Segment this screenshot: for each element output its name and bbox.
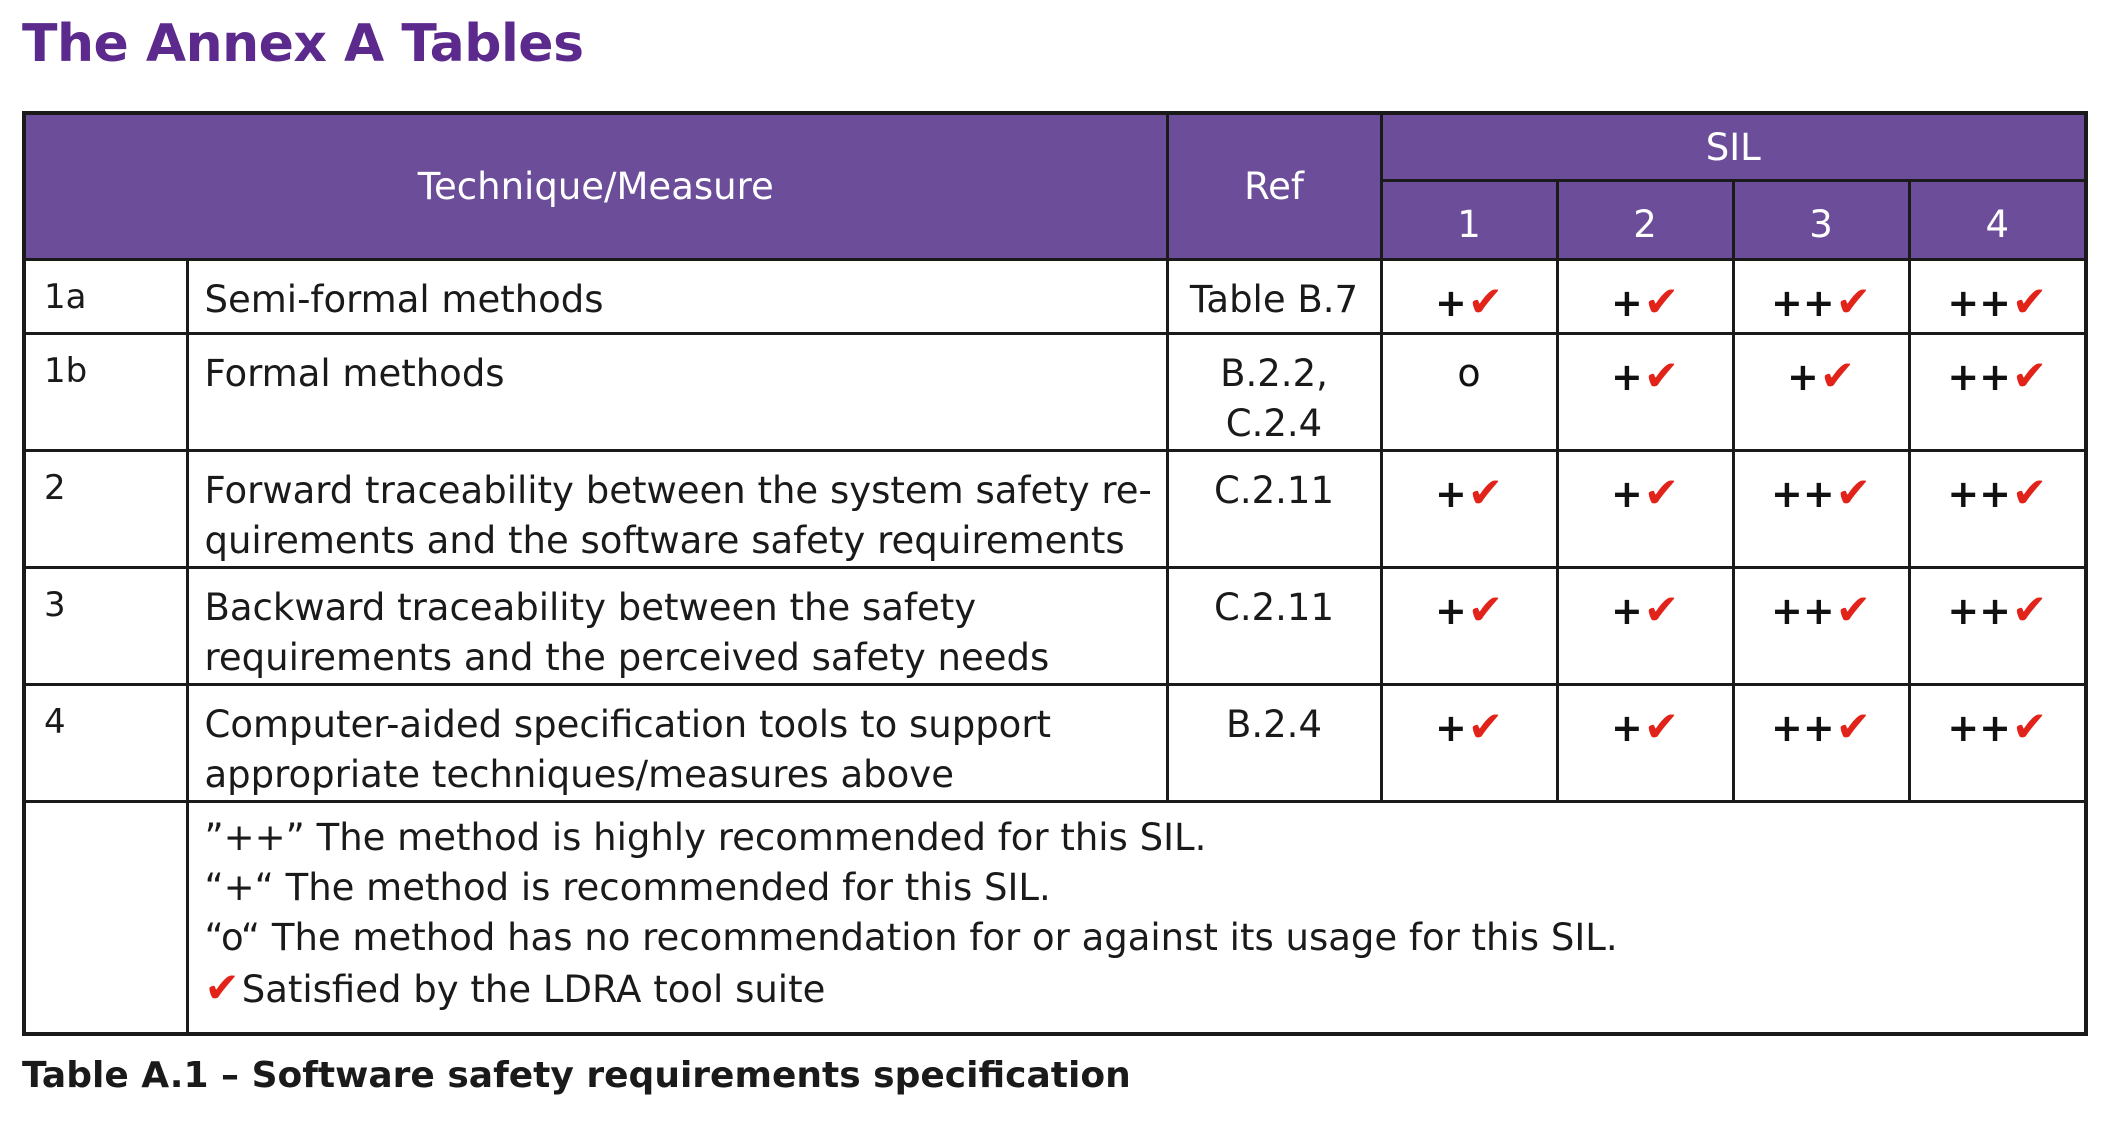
table-row xyxy=(24,260,2086,334)
sil-cell xyxy=(1733,451,1909,568)
sil-cell xyxy=(1557,568,1733,685)
table-row xyxy=(24,568,2086,685)
sil-cell xyxy=(1909,568,2086,685)
legend-line-recommended: “+“ The method is recommended for this SIL. xyxy=(204,866,1051,909)
checkmark-icon: ✔ xyxy=(1643,277,1680,326)
checkmark-icon: ✔ xyxy=(1819,351,1856,400)
row-ref: Table B.7 xyxy=(1167,260,1381,334)
checkmark-icon: ✔ xyxy=(1467,585,1504,634)
sil-rating: + xyxy=(1610,355,1643,399)
checkmark-icon: ✔ xyxy=(2012,702,2048,751)
sil-rating: ++ xyxy=(1771,589,1835,633)
sil-cell xyxy=(1557,260,1733,334)
page-title: The Annex A Tables xyxy=(22,14,584,74)
sil-cell xyxy=(1733,568,1909,685)
row-ref: B.2.4 xyxy=(1167,685,1381,802)
sil-rating: + xyxy=(1434,589,1467,633)
checkmark-icon: ✔ xyxy=(1643,585,1680,634)
sil-rating: ++ xyxy=(1947,355,2011,399)
technique-line: Forward traceability between the system safety re- xyxy=(204,469,1152,512)
legend-row xyxy=(24,802,2086,1034)
technique-line: appropriate techniques/measures above xyxy=(204,753,954,796)
checkmark-icon: ✔ xyxy=(1835,702,1871,751)
sil-rating: ++ xyxy=(1771,472,1835,516)
sil-rating: ++ xyxy=(1947,589,2011,633)
legend-line-highly-recommended: ”++” The method is highly recommended for this SIL. xyxy=(204,816,1207,859)
checkmark-icon: ✔ xyxy=(1835,468,1871,517)
checkmark-icon: ✔ xyxy=(1467,468,1504,517)
checkmark-icon: ✔ xyxy=(1643,351,1680,400)
checkmark-icon: ✔ xyxy=(1643,702,1680,751)
sil-cell xyxy=(1381,685,1557,802)
annex-table xyxy=(22,111,2088,1036)
technique-line: requirements and the perceived safety needs xyxy=(204,636,1050,679)
row-id: 2 xyxy=(24,451,187,568)
sil-rating: ++ xyxy=(1947,281,2011,325)
sil-cell xyxy=(1381,568,1557,685)
table-caption: Table A.1 – Software safety requirements specification xyxy=(22,1055,1131,1096)
checkmark-icon: ✔ xyxy=(204,963,240,1012)
sil-cell xyxy=(1381,451,1557,568)
legend-line-no-recommendation: “o“ The method has no recommendation for or against its usage for this SIL. xyxy=(204,916,1618,959)
sil-rating: + xyxy=(1610,472,1643,516)
row-technique: Semi-formal methods xyxy=(187,260,1167,334)
header-sil-2: 2 xyxy=(1557,181,1733,260)
row-id: 1a xyxy=(24,260,187,334)
sil-cell xyxy=(1733,685,1909,802)
checkmark-icon: ✔ xyxy=(1835,585,1871,634)
sil-cell xyxy=(1381,260,1557,334)
sil-rating: + xyxy=(1434,472,1467,516)
sil-rating: + xyxy=(1786,355,1819,399)
ref-line: C.2.4 xyxy=(1225,402,1323,445)
sil-cell xyxy=(1909,685,2086,802)
checkmark-icon: ✔ xyxy=(1835,277,1871,326)
technique-line: quirements and the software safety requirements xyxy=(204,519,1125,562)
header-ref: Ref xyxy=(1167,113,1381,260)
ref-line: B.2.2, xyxy=(1220,352,1328,395)
row-id: 1b xyxy=(24,334,187,451)
row-technique xyxy=(187,451,1167,568)
table-row xyxy=(24,451,2086,568)
header-technique: Technique/Measure xyxy=(24,113,1167,260)
legend-spacer xyxy=(24,802,187,1034)
technique-line: Computer-aided specification tools to support xyxy=(204,703,1052,746)
checkmark-icon: ✔ xyxy=(1643,468,1680,517)
sil-rating: + xyxy=(1434,706,1467,750)
sil-cell xyxy=(1909,334,2086,451)
checkmark-icon: ✔ xyxy=(2012,468,2048,517)
row-technique: Formal methods xyxy=(187,334,1167,451)
header-sil-1: 1 xyxy=(1381,181,1557,260)
sil-rating: ++ xyxy=(1947,472,2011,516)
sil-rating: ++ xyxy=(1771,706,1835,750)
row-ref: C.2.11 xyxy=(1167,568,1381,685)
sil-cell xyxy=(1381,334,1557,451)
row-ref xyxy=(1167,334,1381,451)
legend-satisfied-text: Satisfied by the LDRA tool suite xyxy=(241,968,826,1011)
sil-rating: + xyxy=(1610,589,1643,633)
sil-rating: + xyxy=(1434,281,1467,325)
row-ref: C.2.11 xyxy=(1167,451,1381,568)
sil-cell xyxy=(1909,260,2086,334)
sil-rating: + xyxy=(1610,706,1643,750)
checkmark-icon: ✔ xyxy=(2012,585,2048,634)
sil-cell xyxy=(1733,334,1909,451)
table-row xyxy=(24,685,2086,802)
sil-cell xyxy=(1733,260,1909,334)
row-id: 3 xyxy=(24,568,187,685)
sil-cell xyxy=(1557,451,1733,568)
sil-rating: ++ xyxy=(1771,281,1835,325)
checkmark-icon: ✔ xyxy=(1467,277,1504,326)
checkmark-icon: ✔ xyxy=(2012,351,2048,400)
sil-rating: o xyxy=(1457,351,1481,395)
checkmark-icon: ✔ xyxy=(2012,277,2048,326)
sil-rating: ++ xyxy=(1947,706,2011,750)
sil-cell xyxy=(1557,334,1733,451)
row-technique xyxy=(187,568,1167,685)
technique-line: Backward traceability between the safety xyxy=(204,586,977,629)
sil-cell xyxy=(1909,451,2086,568)
legend xyxy=(187,802,2086,1034)
checkmark-icon: ✔ xyxy=(1467,702,1504,751)
row-id: 4 xyxy=(24,685,187,802)
header-sil-4: 4 xyxy=(1909,181,2086,260)
table-row xyxy=(24,334,2086,451)
row-technique xyxy=(187,685,1167,802)
header-sil-3: 3 xyxy=(1733,181,1909,260)
sil-cell xyxy=(1557,685,1733,802)
legend-line-satisfied xyxy=(205,963,2085,1013)
sil-rating: + xyxy=(1610,281,1643,325)
header-sil: SIL xyxy=(1381,113,2086,181)
